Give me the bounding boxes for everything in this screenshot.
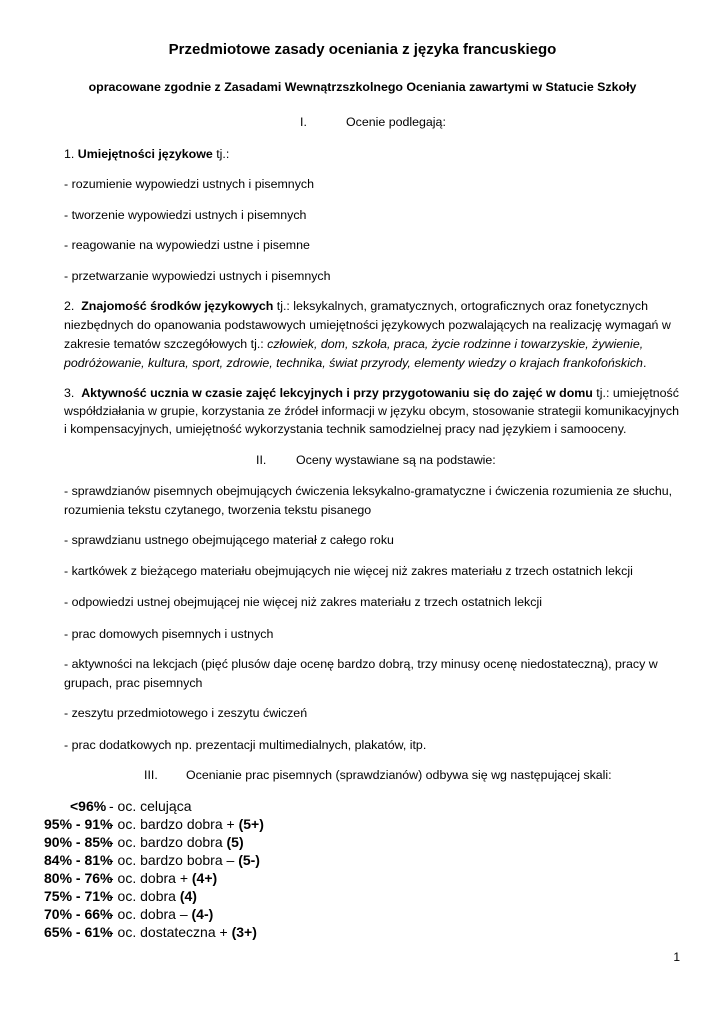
basis-item: - prac domowych pisemnych i ustnych — [64, 627, 274, 641]
item-3-number: 3. — [64, 386, 75, 400]
item-1-number: 1. — [64, 147, 75, 161]
grade-percent: 80% - 76% — [44, 870, 113, 886]
grade-label: - oc. dobra (4) — [109, 888, 197, 904]
grade-label: - oc. dobra + (4+) — [109, 870, 218, 886]
grade-label: - oc. bardzo bobra – (5-) — [109, 852, 260, 868]
item-2-topics: człowiek, dom, szkoła, praca, życie rodzinne i towarzyskie, żywienie, podróżowanie, kultura, sport, zdrowie, technika, świat przyrody, elementy wiedzy o krajach frankofońskich — [64, 337, 644, 370]
basis-item: - kartkówek z bieżącego materiału obejmujących nie więcej niż zakres materiału z trzech ostatnich lekcji — [64, 564, 633, 578]
section-3-title: Ocenianie prac pisemnych (sprawdzianów) odbywa się wg następującej skali: — [186, 768, 612, 782]
item-2 — [64, 297, 679, 373]
basis-item: - prac dodatkowych np. prezentacji multimedialnych, plakatów, itp. — [64, 738, 427, 752]
basis-item: - sprawdzianu ustnego obejmującego materiał z całego roku — [64, 533, 394, 547]
section-3-number: III. — [144, 768, 158, 782]
section-2-title: Oceny wystawiane są na podstawie: — [296, 453, 496, 467]
grade-label: - oc. dobra – (4-) — [109, 906, 214, 922]
section-1-number: I. — [300, 115, 307, 129]
basis-item: - sprawdzianów pisemnych obejmujących ćwiczenia leksykalno-gramatyczne i ćwiczenia rozumienia ze słuchu, rozumienia tekstu czytanego, tworzenia tekstu pisanego — [64, 484, 673, 517]
item-2-end: . — [642, 356, 647, 370]
grade-label: - oc. bardzo dobra + (5+) — [109, 816, 264, 832]
document-subtitle: opracowane zgodnie z Zasadami Wewnątrzszkolnego Oceniania zawartymi w Statucie Szkoły — [88, 80, 637, 94]
item-1 — [64, 147, 684, 161]
skill-item: - rozumienie wypowiedzi ustnych i pisemnych — [64, 177, 314, 191]
item-3-bold: Aktywność ucznia w czasie zajęć lekcyjnych i przy przygotowaniu się do zajęć w domu — [81, 386, 593, 400]
basis-item: - odpowiedzi ustnej obejmującej nie więcej niż zakres materiału z trzech ostatnich lekcji — [64, 595, 542, 609]
grade-percent: 75% - 71% — [44, 888, 113, 904]
grade-label: - oc. bardzo dobra (5) — [109, 834, 244, 850]
grade-percent: 95% - 91% — [44, 816, 113, 832]
skill-item: - tworzenie wypowiedzi ustnych i pisemnych — [64, 208, 307, 222]
basis-item: - zeszytu przedmiotowego i zeszytu ćwiczeń — [64, 706, 308, 720]
page-number: 1 — [673, 950, 680, 964]
grade-percent: 65% - 61% — [44, 924, 113, 940]
skill-item: - przetwarzanie wypowiedzi ustnych i pisemnych — [64, 269, 331, 283]
item-3 — [64, 384, 679, 438]
grade-label: - oc. dostateczna + (3+) — [109, 924, 257, 940]
basis-item: - aktywności na lekcjach (pięć plusów daje ocenę bardzo dobrą, trzy minusy ocenę niedostateczną), pracy w grupach, prac pisemnych — [64, 657, 658, 690]
section-2-number: II. — [256, 453, 267, 467]
item-2-number: 2. — [64, 299, 75, 313]
item-3-rest: tj.: umiejętność współdziałania w grupie, korzystania ze źródeł informacji w języku obcym, stosowanie strategii komunikacyjnych i kompensacyjnych, umiejętność wykorzystania technik samodzielnej pracy nad językiem i samooceny. — [64, 386, 679, 436]
item-1-rest: tj.: — [212, 147, 230, 161]
grade-percent: 70% - 66% — [44, 906, 113, 922]
grade-label: - oc. celująca — [109, 798, 192, 814]
item-1-bold: Umiejętności językowe — [77, 147, 213, 161]
item-2-bold: Znajomość środków językowych — [81, 299, 274, 313]
document-title: Przedmiotowe zasady oceniania z języka francuskiego — [168, 41, 557, 58]
item-2-rest: tj.: leksykalnych, gramatycznych, ortograficznych oraz fonetycznych niezbędnych do opanowania podstawowych umiejętności językowych pozwalających na realizację wymagań w zakresie tematów szczegółowych tj.: — [64, 299, 671, 351]
grade-percent: 84% - 81% — [44, 852, 113, 868]
skill-item: - reagowanie na wypowiedzi ustne i pisemne — [64, 238, 310, 252]
grade-percent: 90% - 85% — [44, 834, 113, 850]
section-1-title: Ocenie podlegają: — [346, 115, 446, 129]
grade-percent: <96% — [70, 798, 107, 814]
